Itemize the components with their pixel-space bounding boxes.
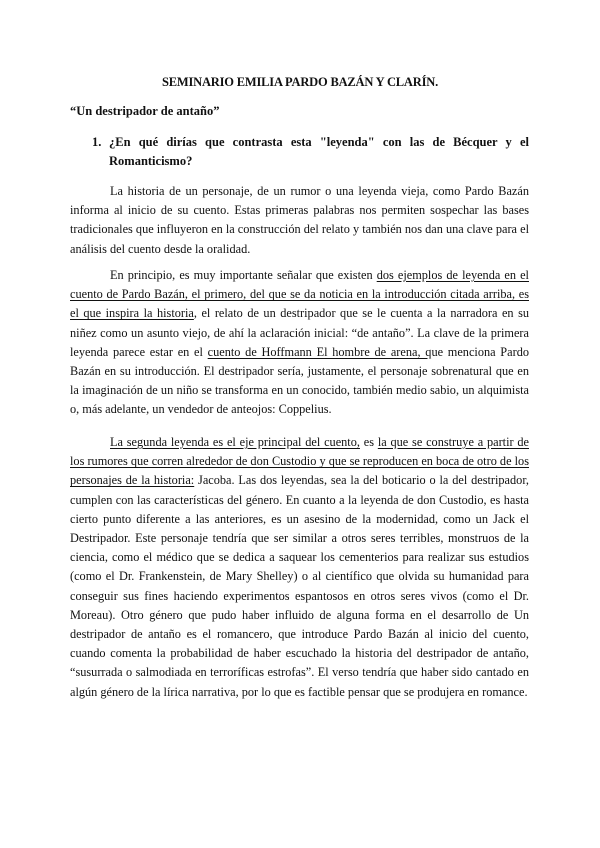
p2-text-c: , el relato de un destripador que se le cuenta a la narradora en su niñez como un asunto viejo, de ahí la aclaración inicial: “de antaño”. La clave de la primera leyenda parece estar en el bbox=[70, 306, 530, 359]
p2-text-e: ue menciona Pardo Bazán en su introducción. El destripador sería, justamente, el personaje sobrenatural que en la imaginación de un niño se transforma en un conocido, también medio sabio, un alquimista o, más adelante, un vendedor de anteojos: Coppelius. bbox=[70, 344, 529, 417]
paragraph-3 bbox=[70, 433, 529, 702]
p2-text-a: En principio, es muy importante señalar que existen bbox=[110, 268, 377, 282]
p3-text-d: Jacoba. Las dos leyendas, sea la del boticario o la del destripador, cumplen con las características del género. En cuanto a la leyenda de don Custodio, es hasta cierto punto diferente a las anteriores, es un asesino de la modernidad, como un Jack el Destripador. Este personaje tendría que ser similar a otros seres terribles, monstruos de la ciencia, como el médico que se dedica a saquear los cementerios para realizar sus estudios (como el Dr. Frankenstein, de Mary Shelley) o al científico que olvida su humanidad para conseguir sus fines haciendo experimentos espantosos en otros seres vivos (como el Dr. Moreau). Otro género que pudo haber influido de alguna forma en el desarrollo de Un destripador de antaño es el romancero, que introduce Pardo Bazán al inicio del cuento, cuando comenta la probabilidad de haber escuchado la historia del destripador de antaño, “susurrada o salmodiada en terroríficas estrofas”. El verso tendría que haber sido cantado en algún género de la lírica narrativa, por lo que es factible pensar que se produjera en romance. bbox=[70, 473, 529, 699]
document-subtitle: “Un destripador de antaño” bbox=[70, 104, 220, 118]
question-1 bbox=[92, 133, 529, 171]
paragraph-1: La historia de un personaje, de un rumor o una leyenda vieja, como Pardo Bazán informa al inicio de su cuento. Estas primeras palabras nos permiten sospechar las bases tradicionales que influyeron en la construcción del relato y también nos dan una clave para el análisis del cuento desde la oralidad. bbox=[70, 184, 529, 256]
p2-underlined-hoffmann: cuento de Hoffmann El hombre de arena, q bbox=[207, 344, 432, 359]
question-text: ¿En qué dirías que contrasta esta "leyenda" con las de Bécquer y el Romanticismo? bbox=[109, 135, 529, 168]
p3-text-b: es bbox=[359, 435, 378, 449]
p3-underlined-rumores: la que se construye a partir de los rumores que corren alrededor de don Custodio y que se reproducen en boca de otro de los personajes de la historia: bbox=[70, 435, 529, 488]
question-number: 1. bbox=[92, 135, 102, 149]
p2-underlined-leyendas: dos ejemplos de leyenda en el cuento de Pardo Bazán, el primero, del que se da noticia en la introducción citada arriba, es el que inspira la historia bbox=[70, 268, 529, 321]
document-title: SEMINARIO EMILIA PARDO BAZÁN Y CLARÍN. bbox=[162, 75, 438, 89]
p3-underlined-segunda: La segunda leyenda es el eje principal del cuento, bbox=[110, 435, 360, 449]
paragraph-2 bbox=[70, 266, 529, 420]
